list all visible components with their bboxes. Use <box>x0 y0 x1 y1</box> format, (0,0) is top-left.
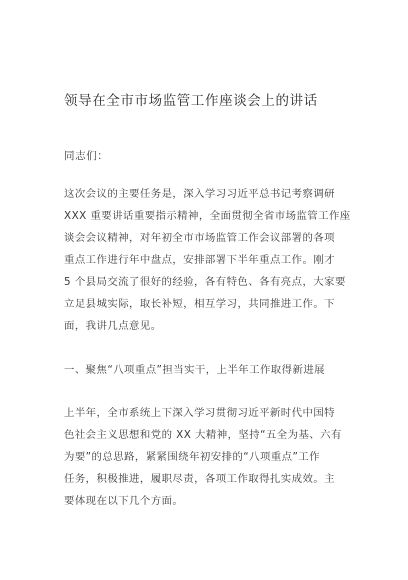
paragraph-line: 色社会主义思想和党的 XX 大精神，坚持“五全为基、六有 <box>64 429 342 441</box>
document-title: 领导在全市市场监管工作座谈会上的讲话 <box>64 93 318 109</box>
paragraph-intro <box>64 183 354 337</box>
paragraph-line: 任务，积极推进，履职尽责，各项工作取得扎实成效。主 <box>64 473 336 485</box>
paragraph-line: 5 个县局交流了很好的经验，各有特色、各有亮点，大家要 <box>64 276 346 288</box>
paragraph-line: 这次会议的主要任务是，深入学习习近平总书记考察调研 <box>64 188 336 200</box>
paragraph-line: 立足县城实际，取长补短，相互学习，共同推进工作。下 <box>64 298 336 310</box>
paragraph-line: 谈会会议精神，对年初全市市场监管工作会议部署的各项 <box>64 232 336 244</box>
paragraph-section1 <box>64 402 354 512</box>
paragraph-line: XXX 重要讲话重要指示精神，全面贯彻全省市场监管工作座 <box>64 210 351 222</box>
section-heading: 一、聚焦“八项重点”担当实干，上半年工作取得新进展 <box>64 364 325 376</box>
paragraph-line: 为要”的总思路，紧紧围绕年初安排的“八项重点”工作 <box>64 451 320 463</box>
paragraph-line: 上半年，全市系统上下深入学习贯彻习近平新时代中国特 <box>64 407 336 419</box>
paragraph-line: 面，我讲几点意见。 <box>64 320 162 332</box>
greeting: 同志们： <box>64 150 109 162</box>
paragraph-line: 重点工作进行年中盘点，安排部署下半年重点工作。刚才 <box>64 254 336 266</box>
paragraph-line: 要体现在以下几个方面。 <box>64 495 184 507</box>
